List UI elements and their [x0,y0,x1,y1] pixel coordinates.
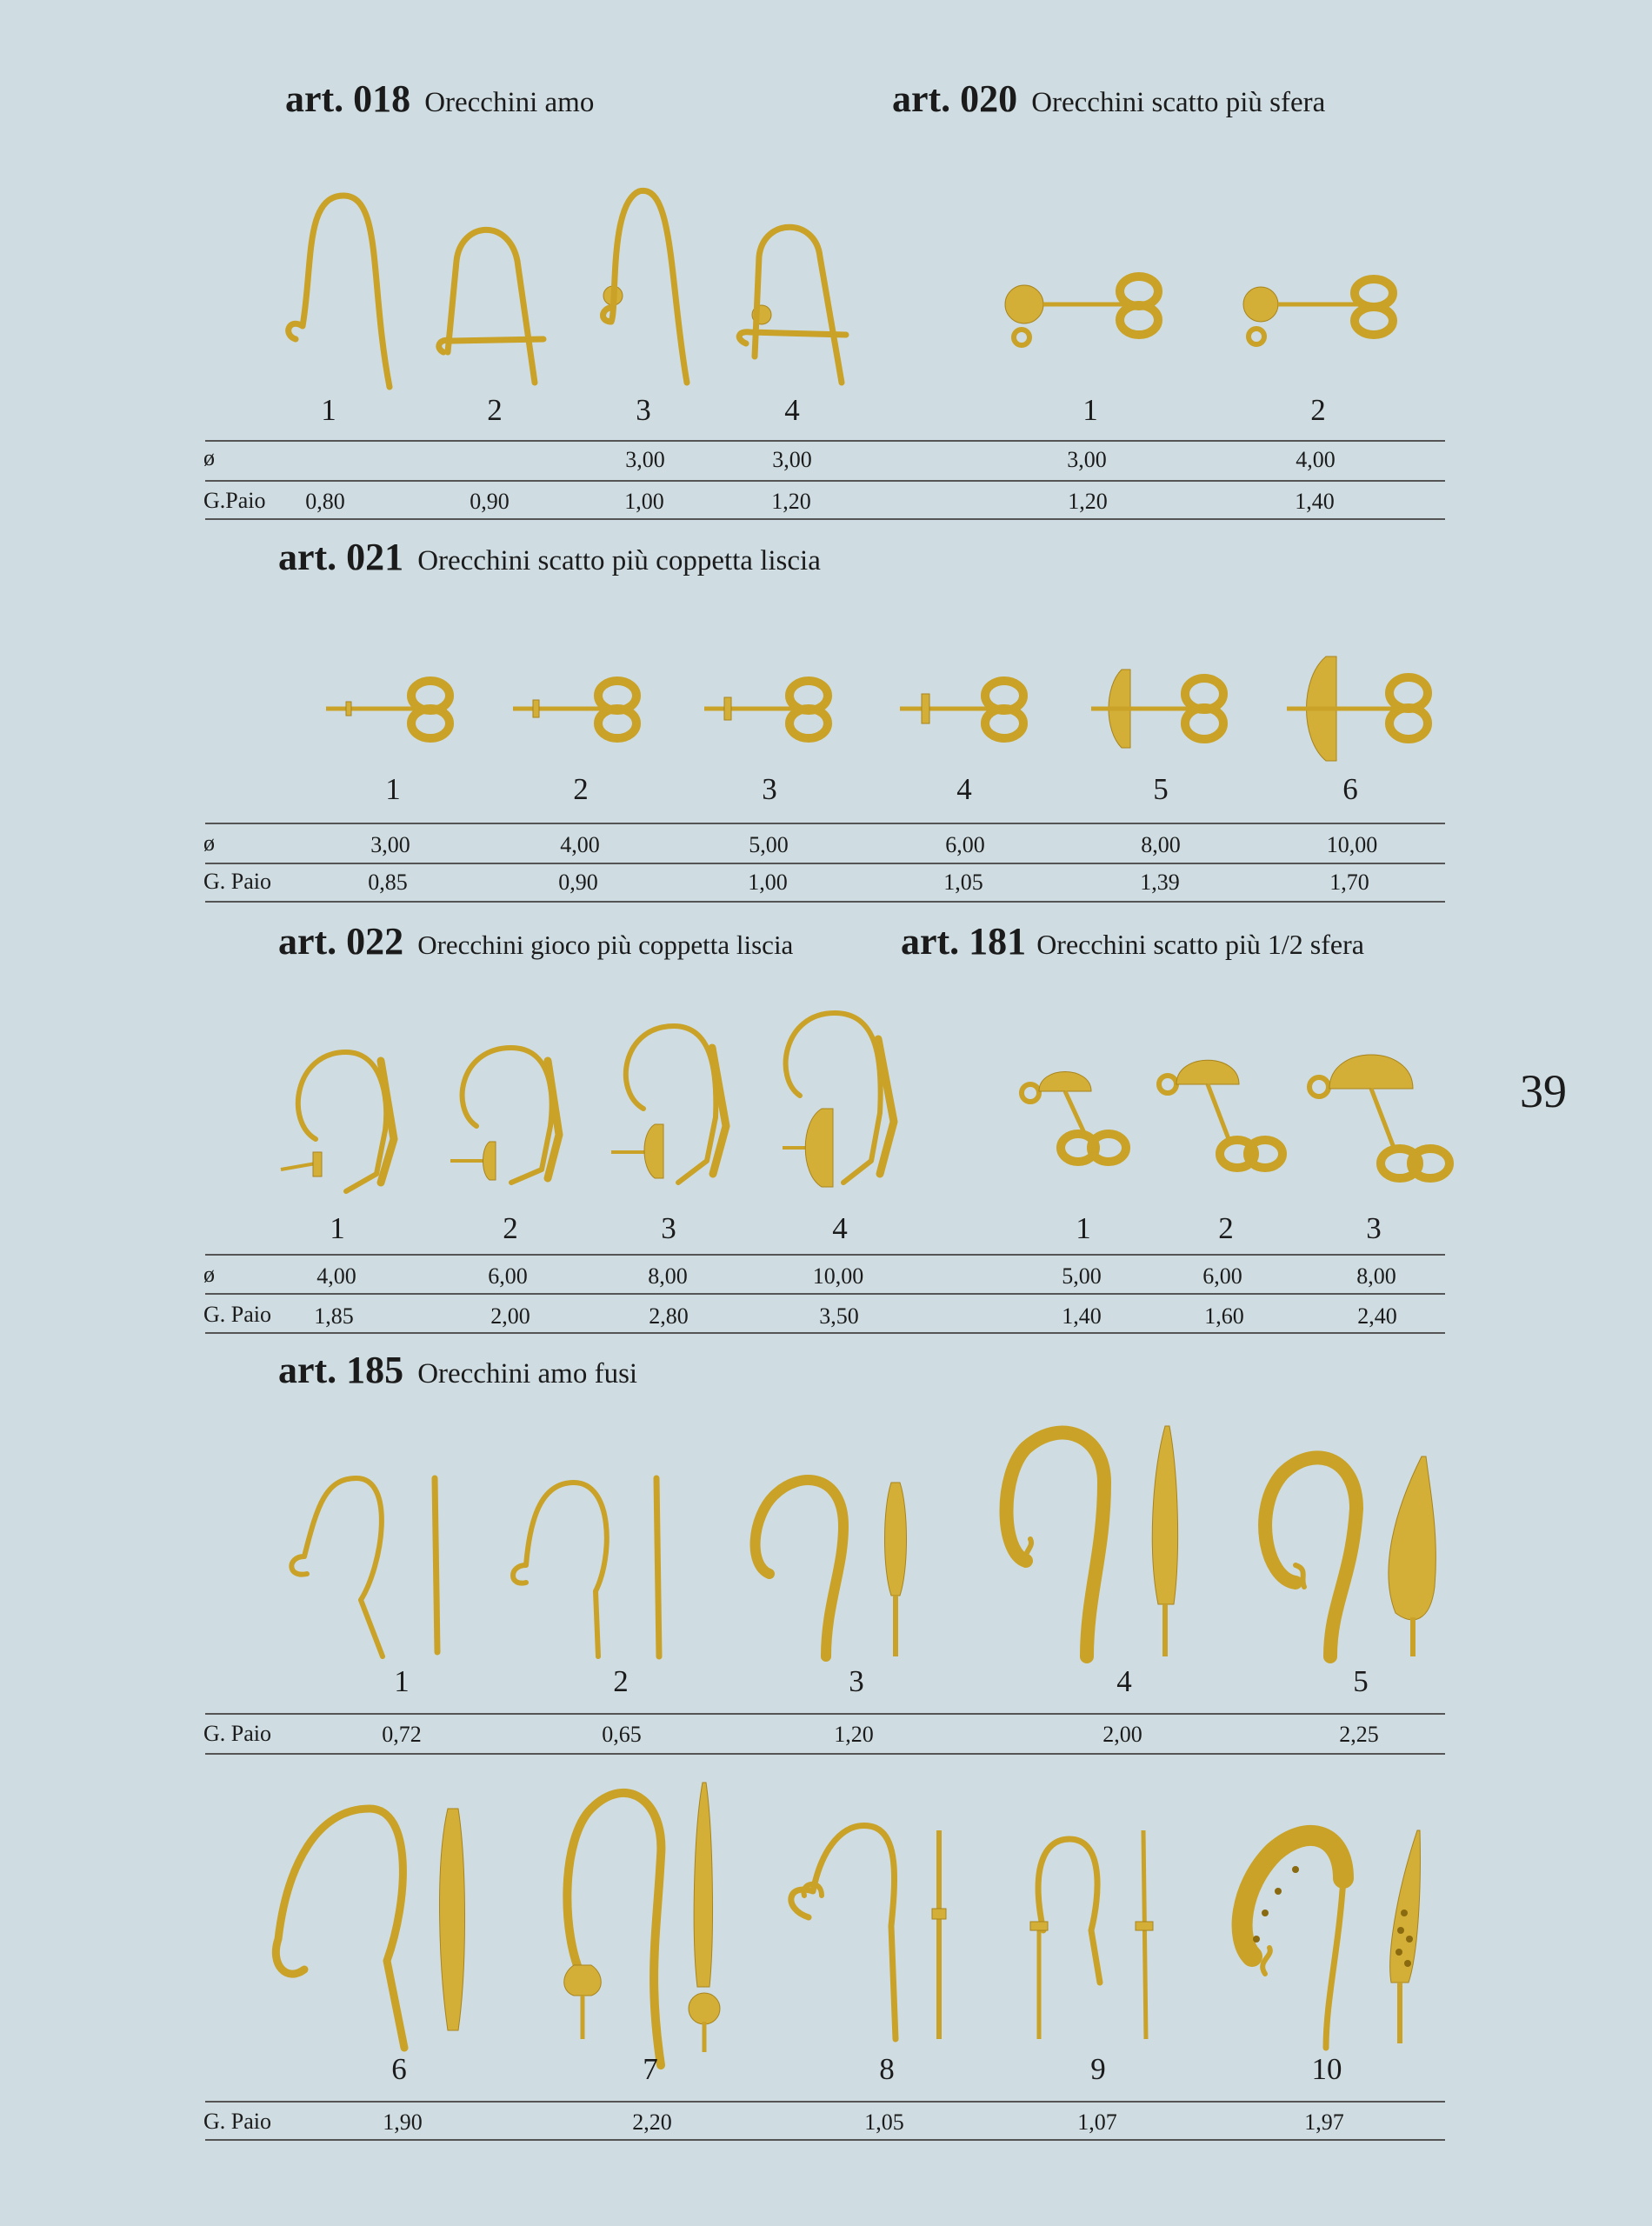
item-number: 6 [1342,772,1358,806]
table-rule [205,1753,1445,1755]
weight-value: 1,20 [1068,489,1108,514]
weight-value: 1,40 [1295,489,1335,514]
item-number: 4 [1116,1664,1132,1698]
weight-value: 1,07 [1077,2109,1117,2135]
item-number: 7 [643,2052,658,2086]
table-rule [205,440,1445,442]
cast-hook-earring-image [1248,1439,1456,1665]
weight-value: 1,20 [834,1722,874,1747]
item-number: 3 [762,772,777,806]
weight-label: G. Paio [203,1721,271,1746]
item-number: 3 [661,1211,676,1245]
cast-hook-earring-image [739,1465,913,1665]
table-rule [205,1254,1445,1256]
diameter-value: 5,00 [749,832,789,857]
weight-value: 1,97 [1304,2109,1344,2135]
cup-stud-earring-image [509,670,648,748]
weight-value: 1,60 [1204,1303,1244,1329]
table-rule [205,2101,1445,2103]
item-number: 9 [1090,2052,1106,2086]
item-number: 2 [503,1211,518,1245]
lever-back-earring-image [604,1022,743,1196]
item-number: 2 [613,1664,629,1698]
cast-hook-earring-image [1009,1826,1174,2043]
table-rule [205,480,1445,482]
diameter-value: 6,00 [945,832,985,857]
article-description: Orecchini amo fusi [417,1358,638,1390]
weight-value: 2,00 [490,1303,530,1329]
weight-value: 1,05 [943,870,983,895]
diameter-value: 3,00 [1067,447,1107,472]
table-rule [205,1293,1445,1295]
article-description: Orecchini scatto più 1/2 sfera [1036,929,1364,960]
half-sphere-stud-image [1017,1039,1148,1178]
diameter-label: ø [203,445,215,470]
diameter-value: 10,00 [1326,832,1378,857]
weight-value: 1,00 [748,870,788,895]
diameter-value: 3,00 [370,832,410,857]
table-rule [205,863,1445,864]
weight-value: 1,39 [1140,870,1180,895]
item-number: 3 [1366,1211,1382,1245]
cup-stud-earring-image [700,670,839,748]
item-number: 4 [956,772,972,806]
item-number: 2 [573,772,589,806]
article-code: art. 181 [901,920,1027,963]
article-code: art. 020 [892,77,1018,120]
diameter-value: 4,00 [316,1263,356,1289]
title-art-021 [278,535,821,579]
cast-hook-earring-image [783,1813,956,2039]
cup-stud-earring-image [322,670,461,748]
weight-value: 1,05 [864,2109,904,2135]
weight-value: 3,50 [819,1303,859,1329]
diameter-value: 4,00 [560,832,600,857]
diameter-value: 3,00 [772,447,812,472]
cup-stud-earring-image [896,670,1035,748]
weight-value: 0,90 [558,870,598,895]
lever-back-earring-image [765,1009,913,1200]
table-rule [205,901,1445,903]
weight-label: G. Paio [203,869,271,894]
cast-hook-earring-image [504,1470,678,1661]
diameter-value: 5,00 [1062,1263,1102,1289]
lever-back-earring-image [442,1039,572,1196]
ball-stud-earring-image [1000,261,1174,357]
item-number: 8 [879,2052,895,2086]
diameter-label: ø [203,1262,215,1287]
title-art-181 [901,919,1364,963]
article-code: art. 022 [278,920,404,963]
item-number: 4 [832,1211,848,1245]
cup-stud-earring-image [1087,661,1235,756]
weight-value: 1,00 [624,489,664,514]
title-art-020 [892,77,1325,121]
weight-value: 1,70 [1329,870,1369,895]
weight-value: 2,00 [1102,1722,1142,1747]
cast-hook-earring-image [539,1778,783,2056]
item-number: 1 [1076,1211,1091,1245]
lever-back-earring-image [276,1043,407,1200]
half-sphere-stud-image [1152,1039,1291,1191]
article-code: art. 185 [278,1349,404,1391]
hook-earring-image [729,209,868,400]
page-number: 39 [1520,1065,1567,1117]
item-number: 2 [1310,393,1326,427]
item-number: 6 [391,2052,407,2086]
weight-value: 1,90 [383,2109,423,2135]
weight-value: 1,40 [1062,1303,1102,1329]
cast-hook-earring-image [283,1470,456,1661]
item-number: 1 [321,393,336,427]
diameter-label: ø [203,830,215,856]
title-art-185 [278,1348,637,1392]
cup-stud-earring-image [1282,652,1439,765]
weight-value: 2,40 [1357,1303,1397,1329]
article-description: Orecchini scatto più sfera [1031,87,1326,118]
item-number: 1 [394,1664,410,1698]
table-rule [205,1332,1445,1334]
table-rule [205,2139,1445,2141]
weight-value: 0,85 [368,870,408,895]
item-number: 2 [487,393,503,427]
diameter-value: 8,00 [1141,832,1181,857]
hook-earring-image [587,178,700,396]
weight-value: 2,25 [1339,1722,1379,1747]
weight-label: G. Paio [203,2109,271,2134]
half-sphere-stud-image [1300,1035,1456,1200]
weight-value: 1,85 [314,1303,354,1329]
weight-value: 0,80 [305,489,345,514]
weight-label: G. Paio [203,1302,271,1327]
weight-value: 0,72 [382,1722,422,1747]
item-number: 2 [1218,1211,1234,1245]
weight-value: 2,80 [649,1303,689,1329]
cast-hook-earring-image [265,1796,491,2056]
title-art-018 [285,77,594,121]
diameter-value: 8,00 [648,1263,688,1289]
hook-earring-image [278,178,400,396]
table-rule [205,518,1445,520]
item-number: 1 [330,1211,345,1245]
diameter-value: 6,00 [1202,1263,1242,1289]
weight-value: 1,20 [771,489,811,514]
article-code: art. 021 [278,536,404,578]
item-number: 5 [1153,772,1169,806]
weight-value: 2,20 [632,2109,672,2135]
diameter-value: 10,00 [812,1263,864,1289]
item-number: 10 [1311,2052,1342,2086]
weight-value: 0,65 [602,1722,642,1747]
weight-value: 0,90 [470,489,510,514]
cast-hook-earring-image [1222,1809,1448,2052]
cast-hook-earring-image [991,1422,1200,1665]
article-code: art. 018 [285,77,411,120]
title-art-022 [278,919,793,963]
table-rule [205,1713,1445,1715]
diameter-value: 6,00 [488,1263,528,1289]
item-number: 1 [385,772,401,806]
diameter-value: 4,00 [1296,447,1336,472]
hook-earring-image [430,209,561,400]
ball-stud-earring-image [1235,265,1409,361]
diameter-value: 8,00 [1356,1263,1396,1289]
item-number: 5 [1353,1664,1369,1698]
table-rule [205,823,1445,824]
item-number: 4 [784,393,800,427]
item-number: 3 [636,393,651,427]
item-number: 3 [849,1664,864,1698]
item-number: 1 [1082,393,1098,427]
diameter-value: 3,00 [625,447,665,472]
article-description: Orecchini scatto più coppetta liscia [417,545,821,576]
article-description: Orecchini gioco più coppetta liscia [417,930,794,960]
article-description: Orecchini amo [424,87,595,118]
weight-label: G.Paio [203,488,266,513]
